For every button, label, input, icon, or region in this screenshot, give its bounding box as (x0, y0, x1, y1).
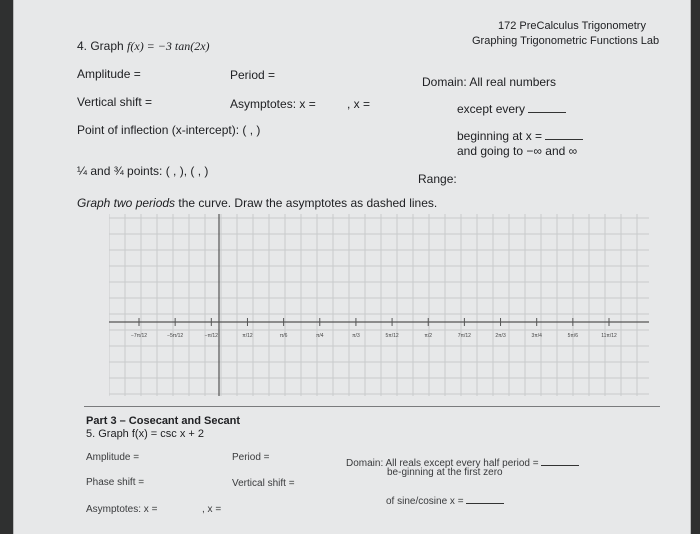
x-tick-marks (131, 318, 617, 339)
p5-amplitude-label: Amplitude = (86, 452, 140, 463)
graph-grid[interactable] (109, 210, 649, 396)
p5-asymptotes-label: Asymptotes: x = (86, 504, 158, 515)
asymptotes-second: , x = (347, 97, 371, 111)
problem-4-function: f(x) = −3 tan(2x) (127, 39, 210, 53)
period-label: Period = (230, 68, 276, 82)
course-title: 172 PreCalculus Trigonometry (498, 20, 646, 32)
problem-4-title (77, 39, 210, 54)
grid-lines (109, 214, 649, 396)
beginning-at-label (457, 129, 583, 143)
x-tick-label: π/3 (352, 333, 360, 339)
instruction-rest: the curve. Draw the asymptotes as dashed lines. (178, 196, 438, 210)
p5-asymptotes-second: , x = (202, 504, 222, 515)
p5-vertical-shift-label: Vertical shift = (232, 478, 295, 489)
beginning-at-blank[interactable] (545, 129, 583, 140)
problem-4-prefix: 4. Graph (77, 39, 128, 53)
worksheet-page (14, 0, 690, 534)
x-tick-label: 5π/12 (385, 333, 399, 339)
amplitude-label: Amplitude = (77, 67, 141, 81)
p5-period-label: Period = (232, 452, 270, 463)
p5-sine-cosine-label (386, 493, 504, 507)
going-to-label: and going to −∞ and ∞ (457, 144, 578, 158)
problem-5-title: 5. Graph f(x) = csc x + 2 (86, 428, 204, 440)
domain-label: Domain: All real numbers (422, 75, 557, 89)
x-tick-label: −7π/12 (130, 333, 148, 339)
inflection-label: Point of inflection (x-intercept): ( , ) (77, 123, 261, 137)
lab-title: Graphing Trigonometric Functions Lab (472, 35, 660, 47)
p5-domain-line2: be-ginning at the first zero (387, 467, 503, 478)
p5-sine-cosine-text: of sine/cosine x = (386, 496, 464, 507)
quarter-points-label: ¼ and ¾ points: ( , ), ( , ) (77, 164, 209, 178)
p5-domain-blank[interactable] (541, 455, 579, 466)
beginning-at-text: beginning at x = (457, 129, 543, 143)
vertical-shift-label: Vertical shift = (77, 95, 153, 109)
p5-domain-text: Domain: All reals except every half period = (346, 458, 539, 469)
x-tick-label: π/6 (279, 333, 288, 339)
x-tick-label: −5π/12 (167, 333, 184, 339)
range-label: Range: (418, 172, 457, 186)
p5-phase-shift-label: Phase shift = (86, 477, 145, 488)
x-tick-label: 7π/12 (457, 333, 471, 339)
except-every-text: except every (457, 102, 526, 116)
except-every-label (457, 102, 566, 116)
x-tick-label: 3π/4 (531, 333, 542, 339)
x-tick-label: 5π/6 (567, 333, 579, 339)
x-tick-label: 11π/12 (601, 333, 617, 339)
x-tick-label: −π/12 (204, 333, 218, 339)
section-divider (84, 406, 660, 407)
p5-sine-cosine-blank[interactable] (466, 493, 504, 504)
asymptotes-label: Asymptotes: x = (230, 97, 316, 111)
x-tick-label: π/12 (242, 333, 253, 339)
part-3-title: Part 3 – Cosecant and Secant (86, 415, 241, 427)
x-tick-label: π/2 (424, 333, 433, 339)
x-tick-label: π/4 (315, 333, 324, 339)
x-tick-label: 2π/3 (495, 333, 506, 339)
graph-instruction (77, 196, 437, 210)
instruction-italic: Graph two periods (77, 196, 176, 210)
except-every-blank[interactable] (528, 102, 566, 113)
